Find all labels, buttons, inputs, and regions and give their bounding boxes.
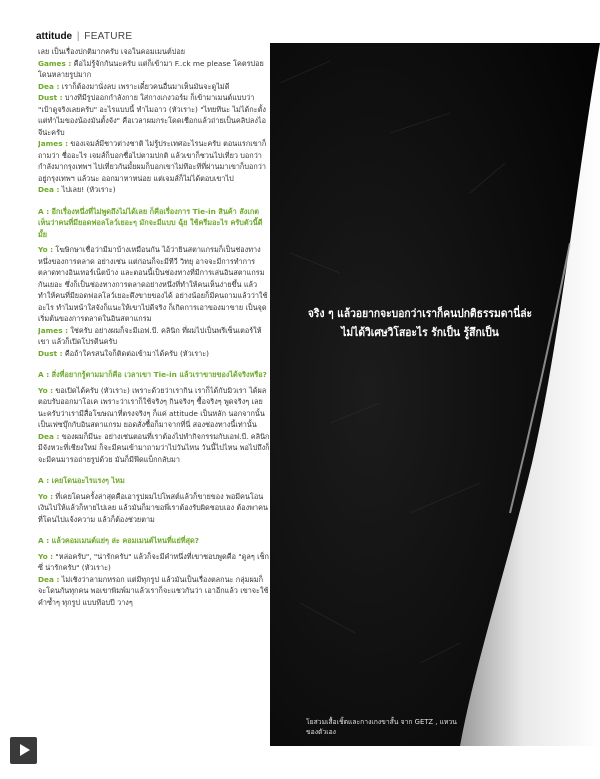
article-column <box>38 46 270 771</box>
question-scam: A : เคยโดนอะไรแรงๆ ไหม <box>38 476 125 485</box>
paragraph-yo-1 <box>38 244 270 325</box>
speech-text: โฆษิกษาเชื่อว่ามีมาบ้างเหมือนกัน ไอ้ว่ายินสตาแกรมก็เป็นช่องทางหนึ่งของการตลาด อย่างเช่น แต่ก่อนก็จะมีทีวี วิทยุ อาจจะมีการทำการตลาดทางอินเทอร์เน็ตบ้าง และตอนนี้เป็นช่องทางที่มีการเล่นอินสตาแกรมกันเยอะ ซึ่งก็เป็นช่องทางการตลาดอย่างหนึ่งที่ทำให้คนเห็นง่ายขึ้น แล้วทำให้คนที่มียอดฟอลโลว์เยอะดึงขายของได้ อย่างน้อยก็มีคนถามแล้วว่าใช้อะไร ทำไมหน้าใสจังก็แนะให้เขาไปดีจริง ก็เกิดการเอาของมาขาย เป็นจุดเริ่มต้นของการตลาดในอินสตาแกรม <box>38 245 268 323</box>
paragraph-dust-1 <box>38 92 270 138</box>
paragraph-james-1 <box>38 138 270 184</box>
paragraph-dea-1 <box>38 81 270 93</box>
speech-text: ที่เคยโดนครั้งล่าสุดคือเอารูปผมไปโพสต์แล้วก็ขายของ พอมีคนโอนเงินไปให้แล้วก็หายไปเลย แล้วมันก็มาขอพี่เราต้องรับผิดชอบเอง ต้องพาคนที่โดนไปแจ้งความ แล้วก็ต้องช่วยตาม <box>38 491 268 524</box>
question-tie-in: A : อีกเรื่องหนึ่งที่ไม่พูดถึงไม่ได้เลย ก็คือเรื่องการ Tie-in สินค้า สังเกตเห็นว่าคนที่มียอดฟอลโลว์เยอะๆ มักจะมีแบบ ฉุ้ย ใช้ครีมอะไร ครับตัวนี้ดีมั้ย <box>38 206 263 239</box>
speaker-label: Dea : <box>38 185 60 194</box>
section-label: FEATURE <box>84 31 133 42</box>
speaker-label: Yo : <box>38 491 54 501</box>
speech-text: ใช่ครับ อย่างผมก็จะมีเอฟ.บี. คลินิก ที่ผมไปเป็นพรีเซ็นเตอร์ให้เขา แล้วก็เปิดโปรตีนครับ <box>38 325 262 346</box>
speech-text: ของผมก็มีนะ อย่างเช่นตอนที่เราต้องไปทำกิจกรรมกับเอฟ.บี. คลินิก มีจังหวะที่เชียงใหม่ ก็จะมีคนเข้ามาถามว่าไปวันไหน วันนี้ไปไหน พอไปถึงก็จะมีคนมารอถ่ายรูปด้วย มันก็มีฟีดแบ็กกลับมา <box>38 431 270 464</box>
speech-text: บางทีมีรูปออกกำลังกาย ใส่กางเกงวอร์ม ก็เข้ามาเมนต์แบบว่า "เป้าดูจริงเลยครับ" อะไรแบบนี้ ทำไมอาว (หัวเราะ) "ไทยทีนะ ไม่ได้กะตั้ง แต่ทำไมของน้องมันตั้งจัง" คือเวลาผมกระโดดเชือกแล้วถ่ายเป็นคลิปลงไอจีน่ะครับ <box>38 93 266 137</box>
magazine-brand: attitude <box>36 31 73 42</box>
paragraph-yo-4 <box>38 551 270 574</box>
speech-text: เราก็ต้องมานั่งลบ เพราะเดี๋ยวคนอื่นมาเห็นมันจะดูไม่ดี <box>61 81 230 91</box>
speaker-label: Yo : <box>38 245 54 254</box>
photo-illustration <box>270 43 600 746</box>
question-sales: A : สิ่งที่อยากรู้ตามมาก็คือ เวลาเขา Tie-in แล้วเราขายของได้จริงหรือ? <box>38 370 267 379</box>
speech-text: ของเจมส์มีชาวต่างชาติ ไม่รู้ประเทศอะไรนะครับ ตอนแรกเขาก็ถามว่า ชื่ออะไร เจมส์ก็บอกชื่อไปตามปกติ แล้วเขาก็ชวนไปเที่ยว บอกว่ากำลังมากรุงเทพฯ ไปเที่ยวกันมั้ยผมก็บอกเขาไม่ทีอะทีที่ผ่านมาเขาก็บอกว่าอยู่กรุงเทพฯ แล้วนะ ออกมาหาหน่อย แต่เจมส์ก็ไม่ได้ตอบเขาไป <box>38 139 267 183</box>
speaker-label: Dea : <box>38 574 60 584</box>
play-icon <box>20 744 30 756</box>
paragraph-games-1 <box>38 58 270 81</box>
speaker-label: Dust : <box>38 93 63 102</box>
speaker-label: Dea : <box>38 81 60 91</box>
page-header <box>36 31 132 42</box>
speaker-label: Yo : <box>38 551 54 561</box>
paragraph-dea-3 <box>38 431 270 466</box>
feature-photo <box>270 43 600 746</box>
speaker-label: James : <box>38 139 68 148</box>
pull-quote: จริง ๆ แล้วอยากจะบอกว่าเราก็คนปกติธรรมดานี่ล่ะ ไม่ได้วิเศษวิโสอะไร รักเป็น รู้สึกเป็น <box>307 307 533 339</box>
play-button[interactable] <box>10 737 37 764</box>
paragraph-james-2 <box>38 325 270 348</box>
speaker-label: Dea : <box>38 431 60 441</box>
paragraph-yo-2 <box>38 385 270 431</box>
paragraph-dea-4 <box>38 574 270 609</box>
intro-line: เลย เป็นเรื่องปกติมากครับ เจอในคอมเมนต์บ่อย <box>38 47 185 56</box>
speech-text: คือถ้าใครสนใจก็ติดต่อเข้ามาได้ครับ (หัวเราะ) <box>64 348 209 358</box>
paragraph-dust-2 <box>38 348 270 360</box>
photo-credit: โยสวมเสื้อเชิ้ตและกางเกงขาสั้น จาก GETZ , แหวนของตัวเอง <box>306 718 457 736</box>
speech-text: "หล่อครับ", "น่ารักครับ" แล้วก็จะมีคำหนึ่งที่เขาชอบพูดคือ "ดูลๆ เช็กซี่ น่ารักครับ" (หัวเราะ) <box>38 551 269 572</box>
speech-text: ไปเลย! (หัวเราะ) <box>61 185 116 194</box>
paragraph-yo-3 <box>38 491 270 526</box>
speech-text: คือไม่รู้จักกันนะครับ แต่ก็เข้ามา F..ck me please โคตรบ่อย โดนหลายรูปมาก <box>38 58 264 79</box>
speaker-label: James : <box>38 325 68 335</box>
speech-text: ขอเปิดได้ครับ (หัวเราะ) เพราะด้วยว่าเรากิน เราก็ได้กับมิวเรา ได้ผลตอบรับออกมาโอเค เพราะว่าเราก็ใช้จริงๆ กินจริงๆ ซื้อจริงๆ พูดจริงๆ เลยนะครับว่าเรามีสื่อโฆษณาที่ตรงจริงๆ ก็แค่ attitude เป็นหลัก นอกจากนั้นเป็นเฟซบุ๊กกับอินสตาแกรม ยอดสั่งซื้อก็มาจากที่นี่ สองช่องทางนี้เท่านั้น <box>38 385 267 429</box>
speaker-label: Yo : <box>38 385 54 395</box>
question-comments: A : แล้วคอมเมนต์แย่ๆ ล่ะ คอมเมนต์ไหนที่แย่ที่สุด? <box>38 536 199 545</box>
paragraph-dea-2 <box>38 184 270 196</box>
speaker-label: Games : <box>38 58 72 68</box>
header-separator: | <box>76 31 80 42</box>
speech-text: ไม่เชิงว่าลามกหรอก แต่มีทุกรูป แล้วมันเป็นเรื่องตลกนะ กลุ่มผมก็จะโดนกันทุกคน พอเขาพิมพ์มาแล้วเราก็จะแชวกันว่า เอาอีกแล้ว เขาจะใช้คำซ้ำๆ ทุกรูป แบบทีอบปี วางๆ <box>38 574 269 607</box>
speaker-label: Dust : <box>38 348 63 358</box>
